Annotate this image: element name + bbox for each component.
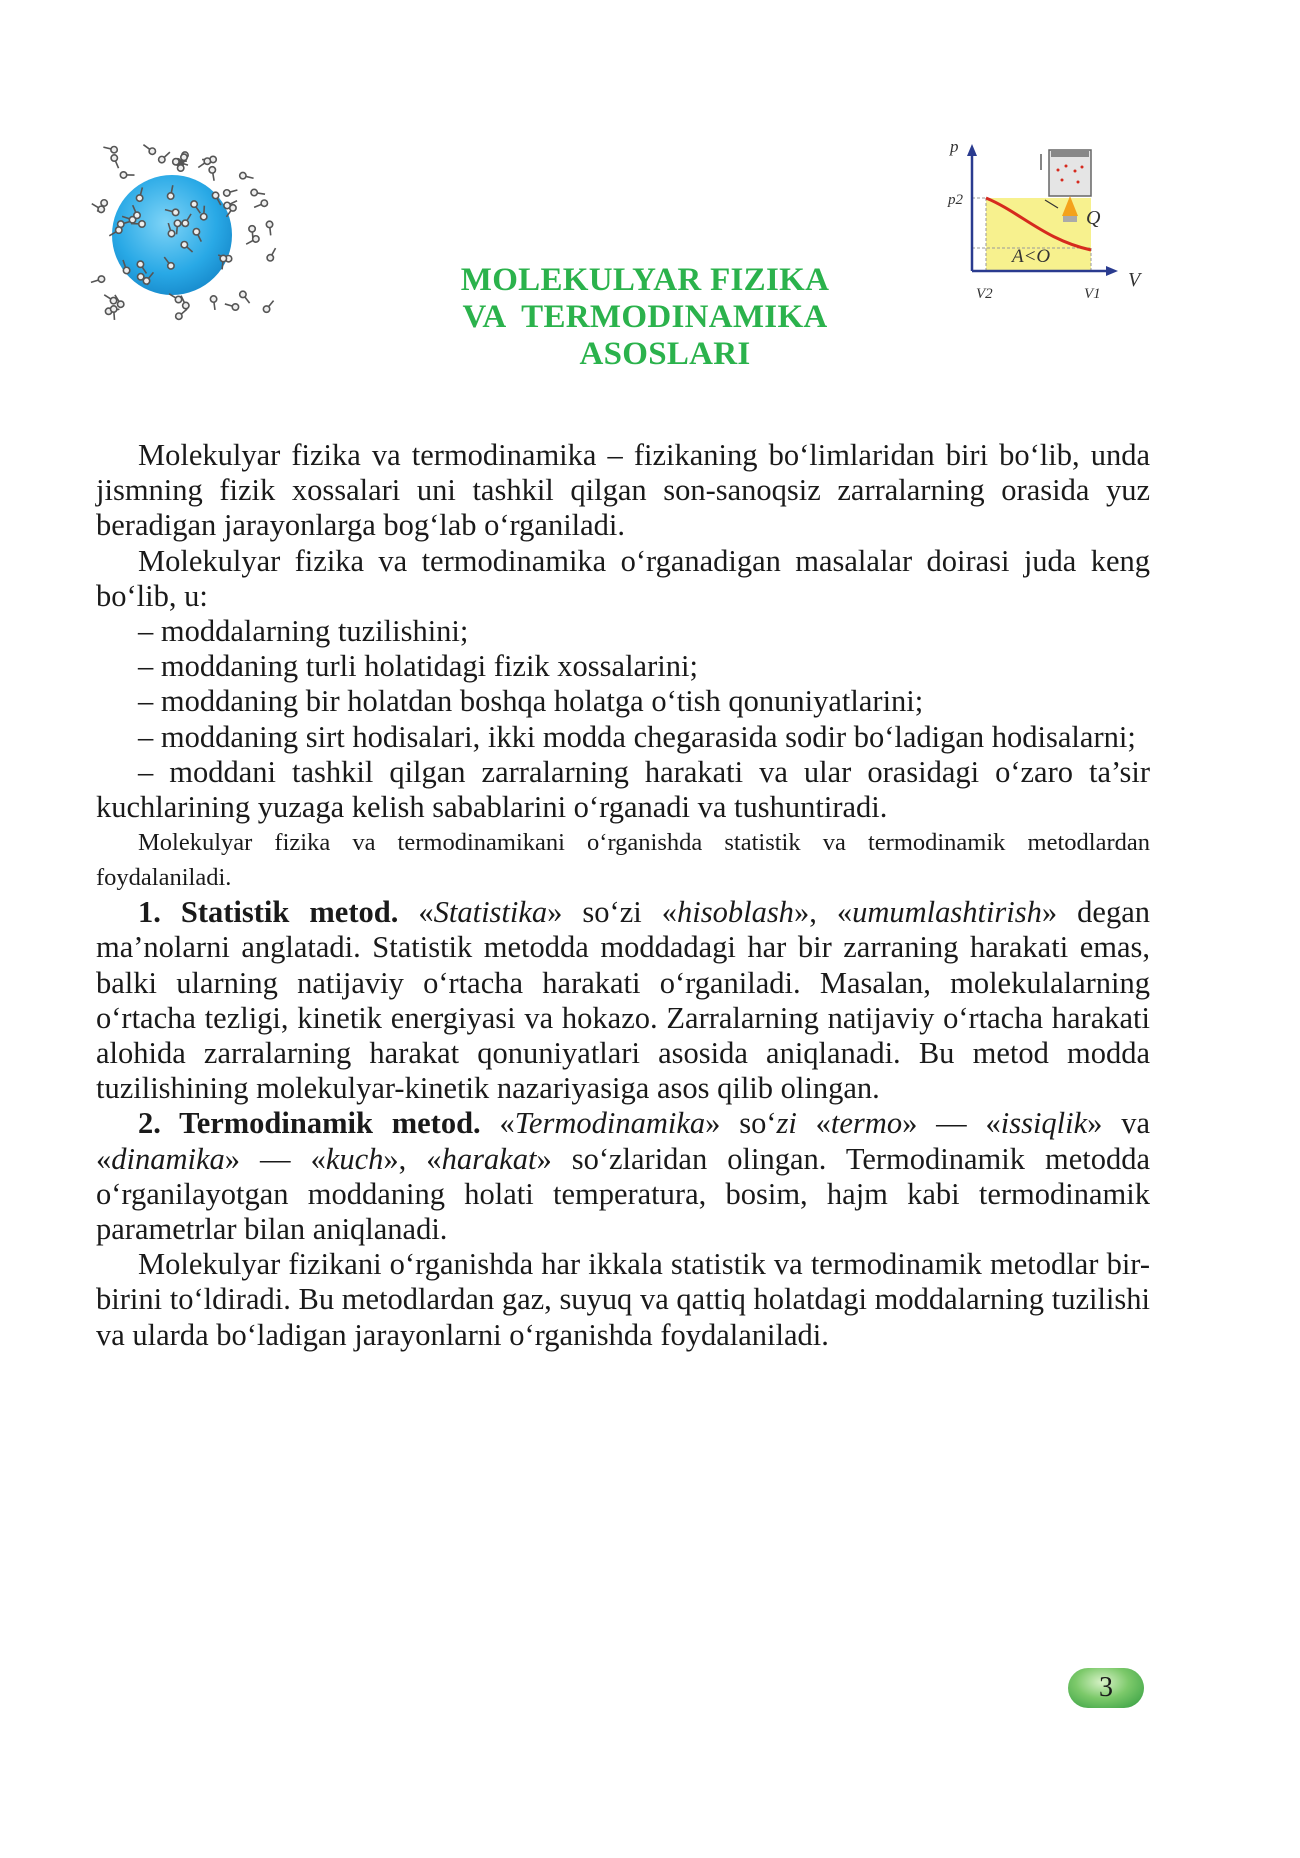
v-axis-arrow (1106, 266, 1118, 276)
term-italic: Termodinamika (514, 1106, 706, 1141)
molecule-ball (209, 167, 215, 173)
text-span: « (796, 1106, 831, 1141)
molecule-ball (123, 267, 129, 273)
title-line-3: ASOSLARI (579, 336, 751, 372)
paragraph-closing: Molekulyar fizikani o‘rganishda har ikkala statistik va termodinamik metodlar bir-birini to‘ldiradi. Bu metodlardan gaz, suyuq va qattiq holatdagi moddalarning tuzilishi va ularda bo‘ladigan jarayonlarni o‘rganishda foydalaniladi. (96, 1247, 1150, 1352)
molecule-ball (159, 156, 165, 162)
pv-diagram (948, 137, 1160, 315)
molecule-ball (138, 274, 144, 280)
paragraph-methods: Molekulyar fizika va termodinamikani o‘rganishda statistik va termodinamik metodlardan foydalaniladi. (96, 829, 1150, 892)
list-item: – moddalarning tuzilishini; (138, 614, 469, 649)
term-italic: hisoblash (677, 895, 794, 930)
molecule-ball (204, 158, 210, 164)
body-text (96, 438, 1150, 1353)
molecule-ball (266, 221, 272, 227)
p-axis-arrow (967, 144, 977, 156)
text-span: » — « (224, 1141, 326, 1176)
label-p: p (950, 137, 959, 156)
molecule-ball (210, 296, 216, 302)
molecule-ball (181, 154, 187, 160)
molecule-ball (168, 263, 174, 269)
label-work: A<O (1012, 246, 1051, 267)
label-p2: p2 (948, 192, 963, 208)
text-span: « (398, 895, 434, 930)
term-italic: termo (830, 1106, 903, 1141)
text-span: », « (383, 1141, 442, 1176)
list-item: – moddaning bir holatdan boshqa holatga o‘tish qonuniyatlarini; (138, 684, 924, 719)
burner-shape (1063, 216, 1077, 222)
list-item: – moddaning turli holatidagi fizik xossalarini; (138, 649, 698, 684)
paragraph-statistical-method (96, 895, 1150, 1106)
molecule-ball (137, 261, 143, 267)
method2-heading: 2. Termodinamik metod. (138, 1106, 481, 1141)
page-number-badge (1068, 1668, 1144, 1708)
text-span: » va « (96, 1106, 1151, 1176)
list-item: – moddaning sirt hodisalari, ikki modda chegarasida sodir bo‘ladigan hodisalarni; (138, 719, 1136, 754)
chapter-title (400, 262, 890, 373)
term-italic: Statistika (433, 895, 548, 930)
term-italic: dinamika (111, 1141, 225, 1176)
label-v2: V2 (976, 286, 993, 302)
molecule-ball (117, 301, 123, 307)
molecule-ball (201, 214, 207, 220)
molecule-ball (181, 241, 187, 247)
molecule-ball (176, 313, 182, 319)
molecule-ball (149, 148, 155, 154)
molecules-illustration (94, 140, 280, 330)
paragraph-scope: Molekulyar fizika va termodinamika o‘rganadigan masalalar doirasi juda keng bo‘lib, u: (96, 543, 1150, 613)
molecule-ball (98, 206, 104, 212)
molecule-ball (134, 212, 140, 218)
molecule-ball (251, 189, 257, 195)
molecule-ball (240, 172, 246, 178)
list-item: – moddani tashkil qilgan zarralarning harakati va ular orasidagi o‘zaro ta’sir kuchlarining yuzaga kelish sabablarini o‘rganadi va tushuntiradi. (96, 754, 1150, 825)
page-number: 3 (1099, 1672, 1113, 1703)
molecule-ball (139, 221, 145, 227)
term-italic: harakat (441, 1141, 537, 1176)
molecule-ball (110, 306, 116, 312)
molecule-ball (224, 190, 230, 196)
molecule-ball (267, 255, 273, 261)
label-v: V (1128, 269, 1141, 291)
molecule-ball (232, 304, 238, 310)
molecule-ball (253, 236, 259, 242)
molecule-ball (191, 201, 197, 207)
text-span: », « (793, 895, 853, 930)
molecule-ball (261, 200, 267, 206)
molecule-ball (183, 302, 189, 308)
term-italic: zi (776, 1106, 797, 1141)
molecule-ball (224, 202, 230, 208)
molecule-ball (240, 291, 246, 297)
molecule-ball (110, 297, 116, 303)
paragraph-intro: Molekulyar fizika va termodinamika – fizikaning bo‘limlaridan biri bo‘lib, unda jismning fizik xossalari uni tashkil qilgan son-sanoqsiz zarralarning orasida yuz beradigan jarayonlarga bog‘lab o‘rganiladi. (96, 438, 1150, 543)
molecule-ball (111, 155, 117, 161)
method1-heading: 1. Statistik metod. (138, 895, 399, 930)
molecule-ball (98, 276, 104, 282)
molecule-ball (143, 278, 149, 284)
molecule-ball (249, 226, 255, 232)
molecule-ball (111, 146, 117, 152)
molecule-ball (182, 220, 188, 226)
molecule-ball (175, 296, 181, 302)
molecule-ball (136, 195, 142, 201)
molecule-ball (174, 220, 180, 226)
text-span: » so‘zi « (547, 895, 677, 930)
paragraph-thermodynamic-method (96, 1106, 1150, 1247)
piston-shape (1051, 150, 1089, 157)
text-span: » so‘zlaridan olingan. Termodinamik metodda o‘rganilayotgan moddaning holati temperatura, bosim, hajm kabi termodinamik parametrlar bilan aniqlanadi. (96, 1141, 1151, 1247)
molecule-ball (263, 306, 269, 312)
molecule-ball (167, 193, 173, 199)
text-span: » so‘ (705, 1106, 777, 1141)
term-italic: issiqlik (1000, 1106, 1088, 1141)
title-line-2: VA TERMODINAMIKA (462, 299, 828, 335)
label-v1: V1 (1084, 286, 1101, 302)
term-italic: umumlashtirish (852, 895, 1042, 930)
molecule-ball (212, 192, 218, 198)
label-q: Q (1086, 207, 1101, 229)
molecule-ball (116, 227, 122, 233)
text-span: » — « (902, 1106, 1001, 1141)
molecule-ball (220, 255, 226, 261)
molecule-ball (120, 172, 126, 178)
title-line-1: MOLEKULYAR FIZIKA (460, 262, 830, 298)
molecule-ball (101, 200, 107, 206)
molecule-ball (168, 230, 174, 236)
molecule-ball (172, 209, 178, 215)
text-span: » degan ma’nolarni anglatadi. Statistik metodda moddadagi har bir zarraning harakati emas, balki ularning natijaviy o‘rtacha harakati o‘rganiladi. Masalan, molekulalarning o‘rtacha tezligi, kinetik energiyasi va hokazo. Zarralarning natijaviy o‘rtacha harakati alohida zarralarning harakat qonuniyatlari asosida aniqlanadi. Bu metod modda tuzilishining molekulyar-kinetik nazariyasiga asos qilib olingan. (96, 895, 1151, 1106)
text-span: « (480, 1106, 515, 1141)
molecule-ball (193, 229, 199, 235)
term-italic: kuch (325, 1141, 384, 1176)
